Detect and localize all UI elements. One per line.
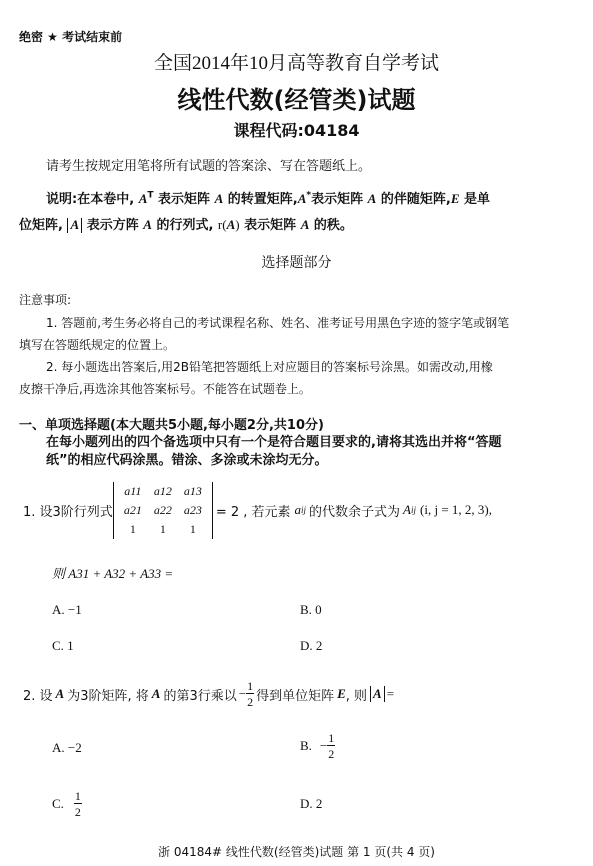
instruction: 请考生按规定用笔将所有试题的答案涂、写在答题纸上。 xyxy=(46,159,372,174)
note-line-2: 位矩阵, A 表示方阵 A 的行列式, r(A) 表示矩阵 A 的秩。 xyxy=(19,217,353,233)
determinant: a11 a12 a13 a21 a22 a23 1 1 1 xyxy=(113,482,213,539)
q1-ask: 则 A31 + A32 + A33 = xyxy=(52,566,174,581)
question-1: 1. 设3阶行列式 a11 a12 a13 a21 a22 a23 1 1 1 = 2 , 若元素 a ij 的代数余子式为 A ij (i, j = 1, 2, 3), xyxy=(23,478,492,542)
q1-option-b[interactable]: B. 0 xyxy=(300,602,322,617)
page-footer: 浙 04184# 线性代数(经管类)试题 第 1 页(共 4 页) xyxy=(158,845,435,859)
q2-option-c[interactable]: C. $\frac{1}{2}$ xyxy=(52,789,81,819)
question-2: 2. 设 A 为3阶矩阵, 将 A 的第3行乘以 − $\frac{1}{2}$ 得到单位矩阵 E , 则 A = xyxy=(23,679,395,709)
paper-title: 线性代数(经管类)试题 xyxy=(177,86,416,114)
course-code: 课程代码:04184 xyxy=(233,121,360,140)
section-title: 选择题部分 xyxy=(261,255,332,271)
q2-option-b[interactable]: B. − $\frac{1}{2}$ xyxy=(300,731,335,761)
q1-option-a[interactable]: A. −1 xyxy=(52,602,82,617)
notice-1a: 1. 答题前,考生务必将自己的考试课程名称、姓名、准考证号用黑色字迹的签字笔或钢笔 xyxy=(46,316,510,330)
part1-desc-b: 纸”的相应代码涂黑。错涂、多涂或未涂均无分。 xyxy=(46,453,328,468)
exam-title: 全国2014年10月高等教育自学考试 xyxy=(153,53,439,74)
fraction: $\frac{1}{2}$ xyxy=(247,679,254,709)
q1-option-d[interactable]: D. 2 xyxy=(300,638,323,653)
q2-option-a[interactable]: A. −2 xyxy=(52,740,82,755)
q2-option-d[interactable]: D. 2 xyxy=(300,796,323,811)
note-line-1: 说明:在本卷中, $A^T$ 表示矩阵 A 的转置矩阵,A*表示矩阵 A 的伴随矩阵,E 是单 xyxy=(46,190,491,207)
notice-2a: 2. 每小题选出答案后,用2B铅笔把答题纸上对应题目的答案标号涂黑。如需改动,用橡 xyxy=(46,360,493,374)
part1-heading: 一、单项选择题(本大题共5小题,每小题2分,共10分) xyxy=(19,418,324,433)
notice-1b: 填写在答题纸规定的位置上。 xyxy=(19,338,176,352)
notice-2b: 皮擦干净后,再选涂其他答案标号。不能答在试题卷上。 xyxy=(19,382,311,396)
notice-title: 注意事项: xyxy=(19,293,72,307)
secret-mark: 绝密 ★ 考试结束前 xyxy=(19,30,123,44)
part1-desc-a: 在每小题列出的四个备选项中只有一个是符合题目要求的,请将其选出并将“答题 xyxy=(46,435,502,450)
q1-option-c[interactable]: C. 1 xyxy=(52,638,74,653)
